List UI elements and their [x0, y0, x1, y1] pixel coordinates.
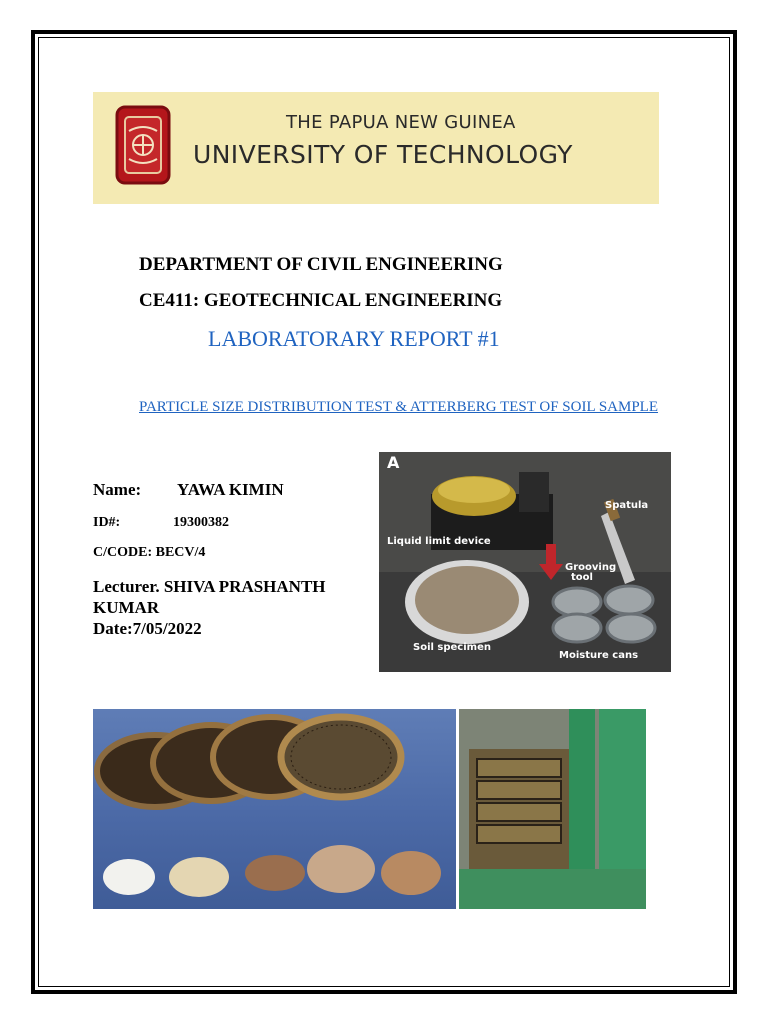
id-row	[93, 515, 229, 531]
student-id: 19300382	[173, 515, 229, 530]
student-name: YAWA KIMIN	[177, 480, 284, 499]
photo-letter: A	[387, 453, 400, 472]
course-heading: CE411: GEOTECHNICAL ENGINEERING	[139, 290, 503, 311]
lecturer-block	[93, 576, 333, 639]
sieves-photo	[93, 709, 456, 909]
label-soil-specimen: Soil specimen	[413, 642, 491, 653]
university-banner	[93, 92, 659, 204]
liquid-limit-illustration	[379, 452, 671, 672]
report-title: LABORATORARY REPORT #1	[208, 326, 500, 351]
sieves-illustration	[93, 709, 456, 909]
report-subtitle-link[interactable]: PARTICLE SIZE DISTRIBUTION TEST & ATTERBERG TEST OF SOIL SAMPLE	[139, 399, 659, 415]
label-tool: tool	[571, 572, 593, 583]
label-liquid-limit-device: Liquid limit device	[387, 536, 491, 547]
sieve-shaker-photo	[459, 709, 646, 909]
report-date: Date:7/05/2022	[93, 619, 202, 638]
liquid-limit-photo	[379, 452, 671, 672]
sieve-shaker-illustration	[459, 709, 646, 909]
label-spatula: Spatula	[605, 500, 649, 511]
name-row	[93, 480, 284, 500]
department-heading: DEPARTMENT OF CIVIL ENGINEERING	[139, 254, 503, 275]
label-moisture-cans: Moisture cans	[559, 650, 639, 661]
name-label: Name:	[93, 480, 142, 499]
lecturer-name: Lecturer. SHIVA PRASHANTH KUMAR	[93, 577, 326, 617]
label-grooving: Grooving	[565, 562, 617, 573]
banner-line-1: THE PAPUA NEW GUINEA	[286, 112, 516, 133]
id-label: ID#:	[93, 515, 121, 530]
university-logo-icon	[115, 105, 171, 185]
banner-line-2: UNIVERSITY OF TECHNOLOGY	[193, 140, 573, 169]
course-code: C/CODE: BECV/4	[93, 545, 206, 560]
